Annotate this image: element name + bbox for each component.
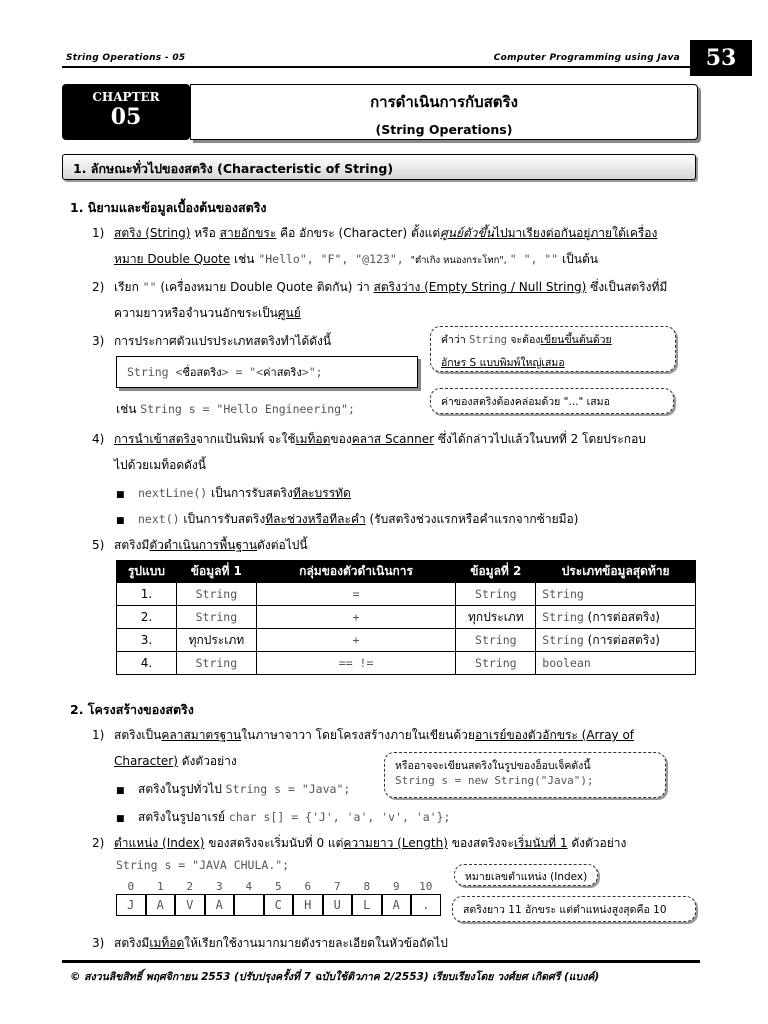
table-header: ประเภทข้อมูลสุดท้าย	[536, 561, 696, 583]
table-header: ข้อมูลที่ 1	[176, 561, 256, 583]
item-2-1: 1) สตริงเป็นคลาสมาตรฐานในภาษาจาวา โดยโครงสร้างภายในเขียนด้วยอาเรย์ของตัวอักขระ (Array of	[92, 728, 635, 742]
declaration-example: เช่น String s = "Hello Engineering";	[116, 402, 355, 416]
char-cell: A	[382, 894, 412, 916]
declaration-syntax-box: String <ชื่อสตริง> = "<ค่าสตริง>";	[116, 356, 418, 388]
item-1-2: 2) เรียก "" (เครื่องหมาย Double Quote ติดกัน) ว่า สตริงว่าง (Empty String / Null String) ซึ่งเป็นสตริงที่มี	[92, 280, 668, 294]
index-numbers: 0 1 2 3 4 5 6 7 8 9 10	[127, 880, 433, 893]
item-1-1: 1) สตริง (String) หรือ สายอักขระ คือ อักขระ (Character) ตั้งแต่ศูนย์ตัวขึ้นไปมาเรียงต่อกันอยู่ภายใต้เครื่อง	[92, 226, 658, 240]
table-row: 2. String + ทุกประเภท String (การต่อสตริง)	[117, 606, 696, 629]
callout-length: สตริงยาว 11 อักขระ แต่ตำแหน่งสูงสุดคือ 10	[452, 896, 696, 922]
chapter-number: 05	[110, 104, 142, 130]
char-cell: U	[323, 894, 353, 916]
chapter-title-th: การดำเนินการกับสตริง	[370, 93, 518, 111]
header-rule	[62, 66, 690, 68]
footer-copyright: © สงวนลิขสิทธิ์ พฤศจิกายน 2553 (ปรับปรุงครั้งที่ 7 ฉบับใช้ติวภาค 2/2553) เรียบเรียงโดย วงศ์ยศ เกิดศรี (แบงค์)	[70, 971, 600, 983]
table-row: 4. String == != String boolean	[117, 652, 696, 675]
page-number: 53	[690, 40, 752, 76]
char-cell: A	[146, 894, 176, 916]
table-header: ข้อมูลที่ 2	[456, 561, 536, 583]
item-1-4-line2: ไปด้วยเมท็อดดังนี้	[114, 458, 206, 472]
table-header: รูปแบบ	[117, 561, 177, 583]
footer-rule	[62, 960, 700, 963]
char-cell: J	[116, 894, 146, 916]
char-cell: C	[264, 894, 294, 916]
bullet-next: ■ next() เป็นการรับสตริงทีละช่วงหรือทีละคำ (รับสตริงช่วงแรกหรือคำแรกจากซ้ายมือ)	[116, 512, 579, 526]
chapter-label: CHAPTER	[92, 90, 160, 104]
code-example: String s = "JAVA CHULA.";	[116, 858, 290, 872]
chapter-badge	[62, 84, 190, 140]
item-2-1-line2: Character) ดังตัวอย่าง	[114, 754, 237, 768]
item-1-1-line2: หมาย Double Quote เช่น "Hello", "F", "@123", "ตำเกิง หนองกระโทก", " ", "" เป็นต้น	[114, 252, 598, 266]
header-left: String Operations - 05	[66, 53, 186, 63]
item-2-2: 2) ตำแหน่ง (Index) ของสตริงจะเริ่มนับที่ 0 แต่ความยาว (Length) ของสตริงจะเริ่มนับที่ 1 ดังตัวอย่าง	[92, 836, 627, 850]
item-1-3: 3) การประกาศตัวแปรประเภทสตริงทำได้ดังนี้	[92, 334, 332, 348]
char-cell: V	[175, 894, 205, 916]
callout-quote-required: ค่าของสตริงต้องคล่อมด้วย "..." เสมอ	[430, 388, 674, 414]
char-cell: H	[293, 894, 323, 916]
item-1-4: 4) การนำเข้าสตริงจากแป้นพิมพ์ จะใช้เมท็อดของคลาส Scanner ซึ่งได้กล่าวไปแล้วในบทที่ 2 โดยประกอบ	[92, 432, 646, 446]
subsection-heading-1: 1. นิยามและข้อมูลเบื้องต้นของสตริง	[70, 200, 267, 215]
header-right: Computer Programming using Java	[493, 53, 680, 63]
table-header: กลุ่มของตัวดำเนินการ	[256, 561, 456, 583]
callout-string-object: หรืออาจจะเขียนสตริงในรูปของอ็อบเจ็คดังนี้ String s = new String("Java");	[384, 752, 666, 798]
char-cell	[234, 894, 264, 916]
callout-string-capital: คำว่า String จะต้องเขียนขึ้นต้นด้วย อักษร S แบบพิมพ์ใหญ่เสมอ	[430, 326, 676, 372]
table-header-row	[117, 561, 696, 583]
character-cells	[116, 894, 441, 916]
char-cell: .	[411, 894, 441, 916]
table-row: 1. String = String String	[117, 583, 696, 606]
callout-index-number: หมายเลขตำแหน่ง (Index)	[454, 864, 598, 886]
table-row: 3. ทุกประเภท + String String (การต่อสตริง)	[117, 629, 696, 652]
item-1-2-line2: ความยาวหรือจำนวนอักขระเป็นศูนย์	[114, 306, 301, 320]
subsection-heading-2: 2. โครงสร้างของสตริง	[70, 702, 194, 717]
char-cell: A	[205, 894, 235, 916]
item-2-3: 3) สตริงมีเมท็อดให้เรียกใช้งานมากมายดังรายละเอียดในหัวข้อถัดไป	[92, 936, 448, 950]
string-operators-table	[116, 560, 696, 675]
item-1-5: 5) สตริงมีตัวดำเนินการพื้นฐานดังต่อไปนี้	[92, 538, 308, 552]
bullet-string-general: ■ สตริงในรูปทั่วไป String s = "Java";	[116, 782, 351, 796]
chapter-title-box	[190, 84, 698, 140]
char-cell: L	[352, 894, 382, 916]
bullet-string-array: ■ สตริงในรูปอาเรย์ char s[] = {'J', 'a', 'v', 'a'};	[116, 810, 451, 824]
chapter-title-en: (String Operations)	[375, 122, 513, 137]
bullet-nextline: ■ nextLine() เป็นการรับสตริงทีละบรรทัด	[116, 486, 351, 500]
section-heading: 1. ลักษณะทั่วไปของสตริง (Characteristic of String)	[62, 154, 696, 180]
